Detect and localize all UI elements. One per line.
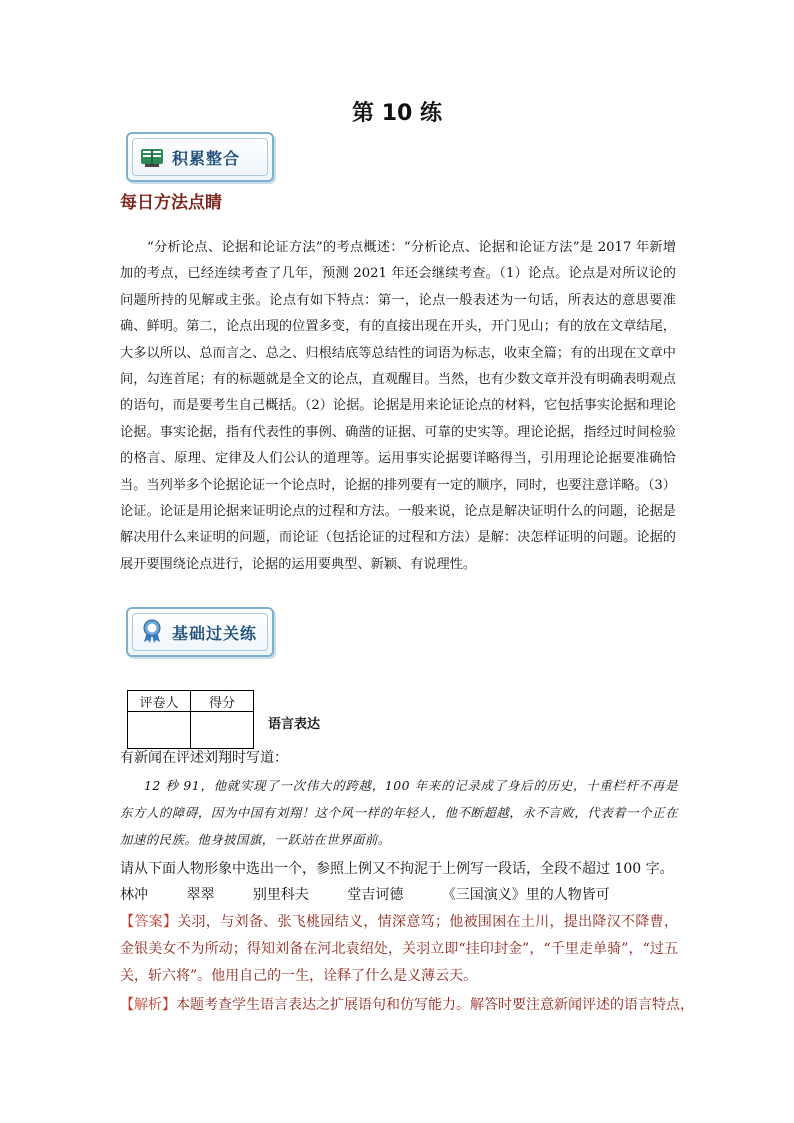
medal-icon [140,619,164,643]
news-quote: 12 秒 91，他就实现了一次伟大的跨越，100 年来的记录成了身后的历史，十重栏杆不再是东方人的障碍，因为中国有刘翔！这个风一样的年轻人，他不断超越，永不言败，代表着一个正在加速的民族。他身披国旗，一跃站在世界面前。 [120,778,678,847]
option-item: 别里科夫 [252,887,309,903]
score-table [127,690,254,749]
question-prompt: 请从下面人物形象中选出一个，参照上例又不拘泥于上例写一段话，全段不超过 100 字。 [120,861,674,877]
method-subheading: 每日方法点睛 [120,193,222,213]
grader-cell [128,712,191,749]
character-options [120,883,610,907]
option-item: 翠翠 [186,887,215,903]
banner-label: 基础过关练 [172,624,258,643]
analysis-tag: 【解析】 [120,997,176,1013]
section-banner-accumulate [126,132,274,182]
option-item: 《三国演义》里的人物皆可 [441,887,610,903]
answer-tag: 【答案】 [120,914,178,930]
analysis-text: 本题考查学生语言表达之扩展语句和仿写能力。解答时要注意新闻评述的语言特点， [176,997,694,1013]
grader-header: 评卷人 [128,691,191,712]
analysis-block [120,992,694,1018]
page-title: 第 10 练 [352,101,442,126]
method-paragraph: “分析论点、论据和论证方法”的考点概述：“分析论点、论据和论证方法”是 2017 年新增加的考点，已经连续考查了几年，预测 2021 年还会继续考查。（1）论点。论点是对所议论的问题所持的见解或主张。论点有如下特点：第一，论点一般表述为一句话，所表达的意思要准确、鲜明。第二，论点出现的位置多变，有的直接出现在开头，开门见山；有的放在文章结尾，大多以所以、总而言之、总之、归根结底等总结性的词语为标志，收束全篇；有的出现在文章中间，勾连首尾；有的标题就是全文的论点，直观醒目。当然，也有少数文章并没有明确表明观点的语句，而是要考生自己概括。（2）论据。论据是用来论证论点的材料，它包括事实论据和理论论据。事实论据，指有代表性的事例、确凿的证据、可靠的史实等。理论论据，指经过时间检验的格言、原理、定律及人们公认的道理等。运用事实论据要详略得当，引用理论论据要准确恰当。当列举多个论据论证一个论点时，论据的排列要有一定的顺序，同时，也要注意详略。（3）论证。论证是用论据来证明论点的过程和方法。一般来说，论点是解决证明什么的问题，论据是解决用什么来证明的问题，而论证（包括论证的过程和方法）是解：决怎样证明的问题。论据的展开要围绕论点进行，论据的运用要典型、新颖、有说理性。 [120,240,676,572]
option-item: 堂吉诃德 [347,887,404,903]
option-item: 林冲 [120,887,148,903]
answer-text: 关羽，与刘备、张飞桃园结义，情深意笃；他被围困在土川，提出降汉不降曹，金银美女不为所动；得知刘备在河北袁绍处，关羽立即“挂印封金”，“千里走单骑”，“过五关，斩六将”。他用自己的一生，诠释了什么是义薄云天。 [120,914,679,984]
answer-block [120,909,678,990]
question-type-label: 语言表达 [268,717,321,732]
score-header: 得分 [191,691,254,712]
banner-label: 积累整合 [172,149,241,168]
book-icon [140,144,164,168]
question-intro: 有新闻在评述刘翔时写道： [120,750,288,766]
section-banner-basic-practice [126,607,274,657]
score-cell [191,712,254,749]
